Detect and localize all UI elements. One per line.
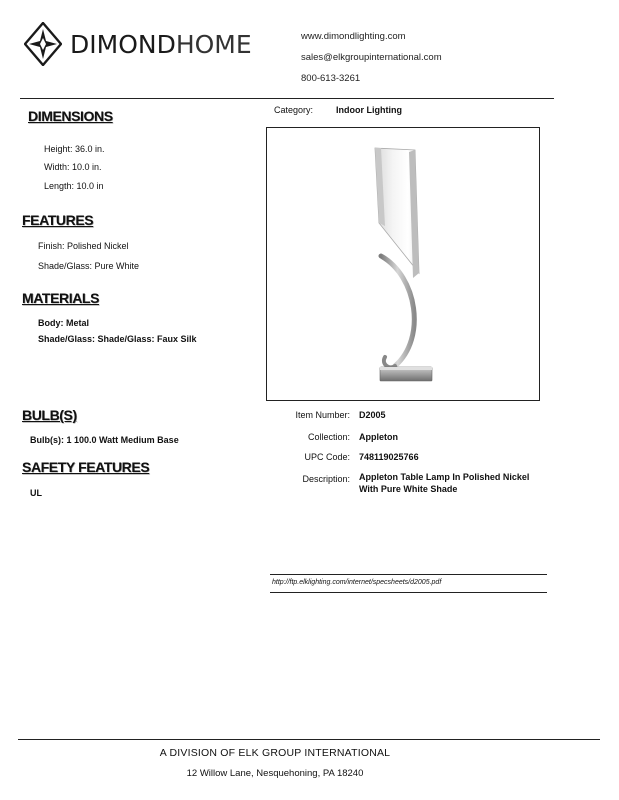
- category-label: Category:: [274, 105, 314, 115]
- item-number-label: Item Number:: [295, 410, 350, 420]
- brand-logo: [24, 22, 252, 66]
- bulbs-heading: BULB(S): [22, 407, 77, 423]
- upc-label: UPC Code:: [304, 452, 350, 462]
- footer-address: 12 Willow Lane, Nesquehoning, PA 18240: [186, 768, 364, 779]
- dimension-length: Length: 10.0 in: [44, 181, 104, 191]
- description-label: Description:: [302, 474, 350, 484]
- features-heading: FEATURES: [22, 212, 94, 228]
- dimensions-heading: DIMENSIONS: [28, 108, 113, 124]
- spec-sheet-url[interactable]: http://ftp.elklighting.com/internet/specsheets/d2005.pdf: [272, 579, 442, 586]
- upc-value: 748119025766: [359, 452, 419, 462]
- email-link[interactable]: sales@elkgroupinternational.com: [301, 52, 442, 63]
- url-divider-bottom: [270, 592, 547, 593]
- brand-name-part2: HOME: [175, 29, 252, 59]
- dimension-width: Width: 10.0 in.: [44, 162, 102, 172]
- brand-name: [70, 30, 252, 59]
- description-value: Appleton Table Lamp In Polished Nickel With Pure White Shade: [359, 472, 530, 494]
- footer-division: A DIVISION OF ELK GROUP INTERNATIONAL: [159, 747, 391, 759]
- item-number-value: D2005: [359, 410, 386, 420]
- feature-finish: Finish: Polished Nickel: [38, 241, 129, 251]
- dimension-height: Height: 36.0 in.: [44, 144, 105, 154]
- safety-value: UL: [30, 488, 42, 498]
- product-photo-frame: [266, 127, 540, 401]
- website-link[interactable]: www.dimondlighting.com: [301, 31, 406, 42]
- material-shade: Shade/Glass: Shade/Glass: Faux Silk: [38, 334, 197, 344]
- header-divider: [20, 98, 554, 99]
- contact-block: [301, 26, 442, 89]
- dimond-star-logo-icon: [24, 22, 62, 66]
- category-value: Indoor Lighting: [336, 105, 402, 115]
- brand-name-part1: DIMOND: [70, 29, 176, 59]
- table-lamp-photo: [267, 128, 541, 402]
- collection-value: Appleton: [359, 432, 398, 442]
- collection-label: Collection:: [307, 432, 350, 442]
- material-body: Body: Metal: [38, 318, 90, 328]
- safety-heading: SAFETY FEATURES: [22, 459, 150, 475]
- footer-divider: [18, 739, 600, 740]
- bulbs-value: Bulb(s): 1 100.0 Watt Medium Base: [30, 435, 179, 445]
- materials-heading: MATERIALS: [22, 290, 100, 306]
- url-divider-top: [270, 574, 547, 575]
- phone-number: 800-613-3261: [301, 73, 361, 84]
- feature-shade: Shade/Glass: Pure White: [38, 261, 140, 271]
